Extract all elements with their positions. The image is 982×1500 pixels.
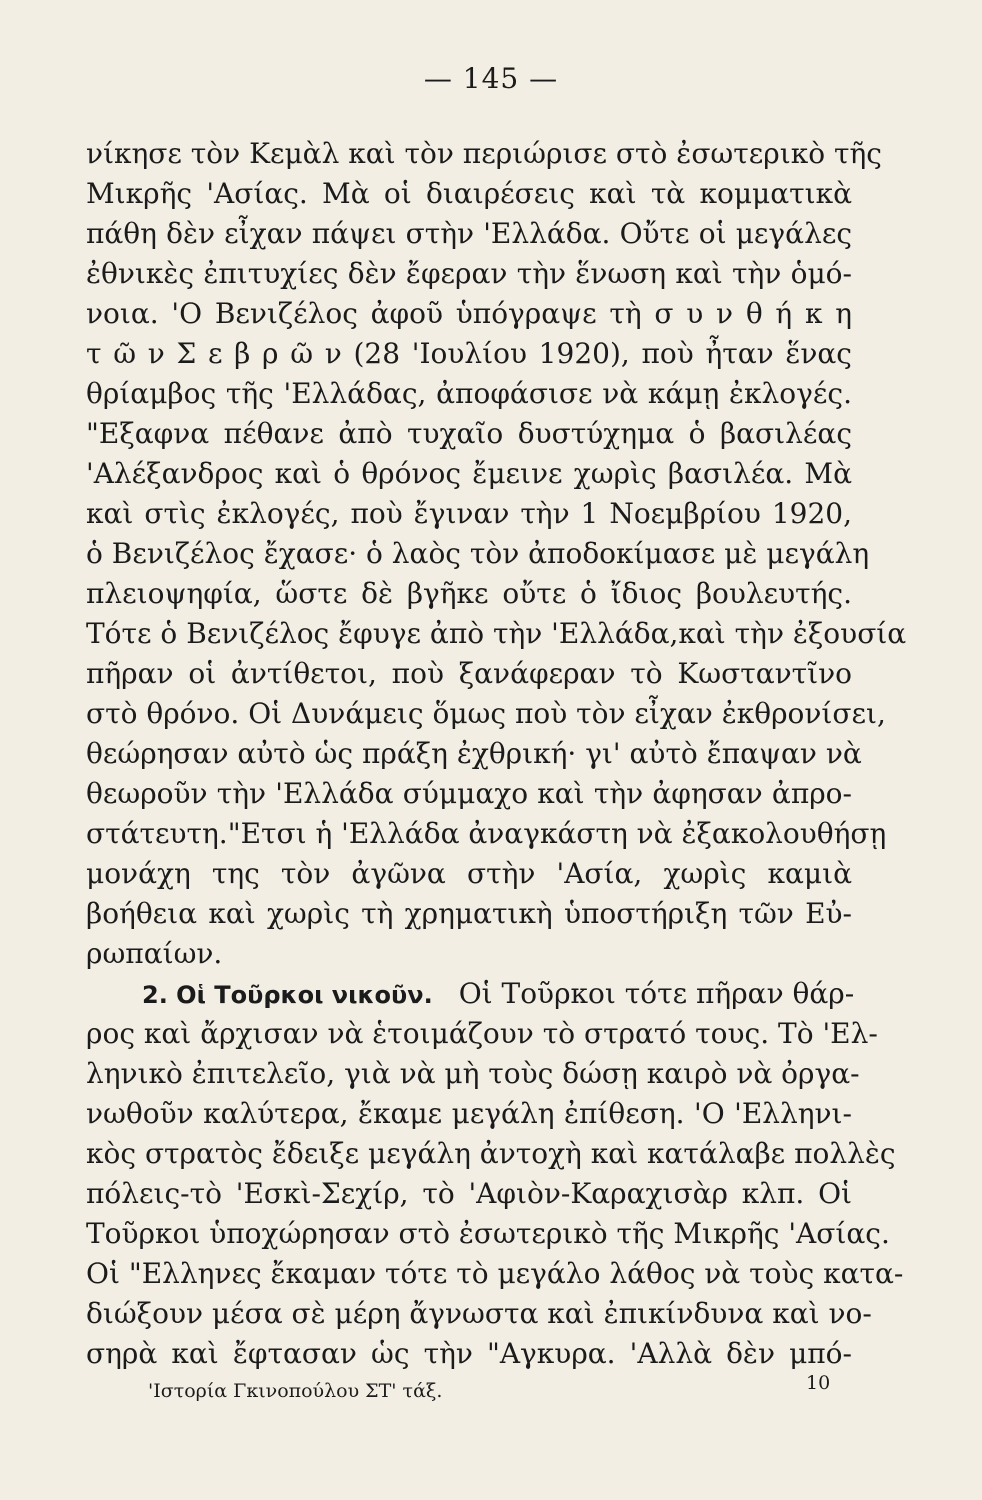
section-line-6: Τοῦρκοι ὑποχώρησαν στὸ ἐσωτερικὸ τῆς Μικρῆς 'Ασίας. xyxy=(86,1217,890,1250)
section-line-4: κὸς στρατὸς ἔδειξε μεγάλη ἀντοχὴ καὶ κατάλαβε πολλὲς xyxy=(86,1137,896,1170)
signature-mark: 10 xyxy=(806,1372,831,1394)
section-line-3: νωθοῦν καλύτερα, ἔκαμε μεγάλη ἐπίθεση. 'Ο 'Ελληνι- xyxy=(86,1097,852,1130)
section-line-5: πόλεις-τὸ 'Εσκὶ-Σεχίρ, τὸ 'Αφιὸν-Καραχισὰρ κλπ. Οἱ xyxy=(86,1177,852,1210)
body-line-6: τ ῶ ν Σ ε β ρ ῶ ν (28 'Ιουλίου 1920), ποὺ ἦταν ἕνας xyxy=(86,337,852,370)
body-line-4: ἐθνικὲς ἐπιτυχίες δὲν ἔφεραν τὴν ἕνωση καὶ τὴν ὁμό- xyxy=(86,257,852,290)
section-first-line xyxy=(86,974,855,1015)
body-line-16: θεώρησαν αὐτὸ ὡς πράξη ἐχθρική· γι' αὐτὸ ἔπαψαν νὰ xyxy=(86,737,862,770)
section-line-7: Οἱ "Ελληνες ἔκαμαν τότε τὸ μεγάλο λάθος νὰ τοὺς κατα- xyxy=(86,1257,904,1290)
section-line-1: ρος καὶ ἄρχισαν νὰ ἑτοιμάζουν τὸ στρατό τους. Τὸ 'Ελ- xyxy=(86,1017,878,1050)
body-line-1: νίκησε τὸν Κεμὰλ καὶ τὸν περιώρισε στὸ ἐσωτερικὸ τῆς xyxy=(86,137,882,170)
body-line-17: θεωροῦν τὴν 'Ελλάδα σύμμαχο καὶ τὴν ἀφησαν ἀπρο- xyxy=(86,777,852,810)
body-line-11: ὁ Βενιζέλος ἔχασε· ὁ λαὸς τὸν ἀποδοκίμασε μὲ μεγάλη xyxy=(86,537,870,570)
section-line-2: ληνικὸ ἐπιτελεῖο, γιὰ νὰ μὴ τοὺς δώσῃ καιρὸ νὰ ὀργα- xyxy=(86,1057,860,1090)
body-line-8: "Εξαφνα πέθανε ἀπὸ τυχαῖο δυστύχημα ὁ βασιλέας xyxy=(86,417,852,450)
body-line-13: Τότε ὁ Βενιζέλος ἔφυγε ἀπὸ τὴν 'Ελλάδα,καὶ τὴν ἐξουσία xyxy=(86,617,907,650)
body-line-18: στάτευτη."Ετσι ἡ 'Ελλάδα ἀναγκάστη νὰ ἐξακολουθήσῃ xyxy=(86,817,887,850)
section-line-9: σηρὰ καὶ ἔφτασαν ὡς τὴν "Αγκυρα. 'Αλλὰ δὲν μπό- xyxy=(86,1337,852,1370)
body-line-10: καὶ στὶς ἐκλογές, ποὺ ἔγιναν τὴν 1 Νοεμβρίου 1920, xyxy=(86,497,852,530)
footer-text: 'Ιστορία Γκινοπούλου ΣΤ' τάξ. xyxy=(148,1380,443,1402)
section-line-8: διώξουν μέσα σὲ μέρη ἄγνωστα καὶ ἐπικίνδυνα καὶ νο- xyxy=(86,1297,872,1330)
page-number: — 145 — xyxy=(423,62,559,95)
body-line-9: 'Αλέξανδρος καὶ ὁ θρόνος ἔμεινε χωρὶς βασιλέα. Μὰ xyxy=(86,457,852,490)
body-line-15: στὸ θρόνο. Οἱ Δυνάμεις ὅμως ποὺ τὸν εἶχαν ἐκθρονίσει, xyxy=(86,697,886,730)
body-line-19: μονάχη της τὸν ἀγῶνα στὴν 'Ασία, χωρὶς καμιὰ xyxy=(86,857,852,890)
body-line-5: νοια. 'Ο Βενιζέλος ἀφοῦ ὑπόγραψε τὴ σ υ ν θ ή κ η xyxy=(86,297,852,330)
body-line-20: βοήθεια καὶ χωρὶς τὴ χρηματικὴ ὑποστήριξη τῶν Εὐ- xyxy=(86,897,852,930)
section-heading: 2. Οἱ Τοῦρκοι νικοῦν. xyxy=(142,981,433,1009)
body-line-2: Μικρῆς 'Ασίας. Μὰ οἱ διαιρέσεις καὶ τὰ κομματικὰ xyxy=(86,177,852,210)
body-line-12: πλειοψηφία, ὥστε δὲ βγῆκε οὔτε ὁ ἴδιος βουλευτής. xyxy=(86,577,852,610)
body-line-7: θρίαμβος τῆς 'Ελλάδας, ἀποφάσισε νὰ κάμῃ ἐκλογές. xyxy=(86,377,852,410)
body-line-21: ρωπαίων. xyxy=(86,937,223,970)
section-first-line-text: Οἱ Τοῦρκοι τότε πῆραν θάρ- xyxy=(458,977,855,1010)
body-line-3: πάθη δὲν εἶχαν πάψει στὴν 'Ελλάδα. Οὔτε οἱ μεγάλες xyxy=(86,217,852,250)
body-line-14: πῆραν οἱ ἀντίθετοι, ποὺ ξανάφεραν τὸ Κωσταντῖνο xyxy=(86,657,852,690)
